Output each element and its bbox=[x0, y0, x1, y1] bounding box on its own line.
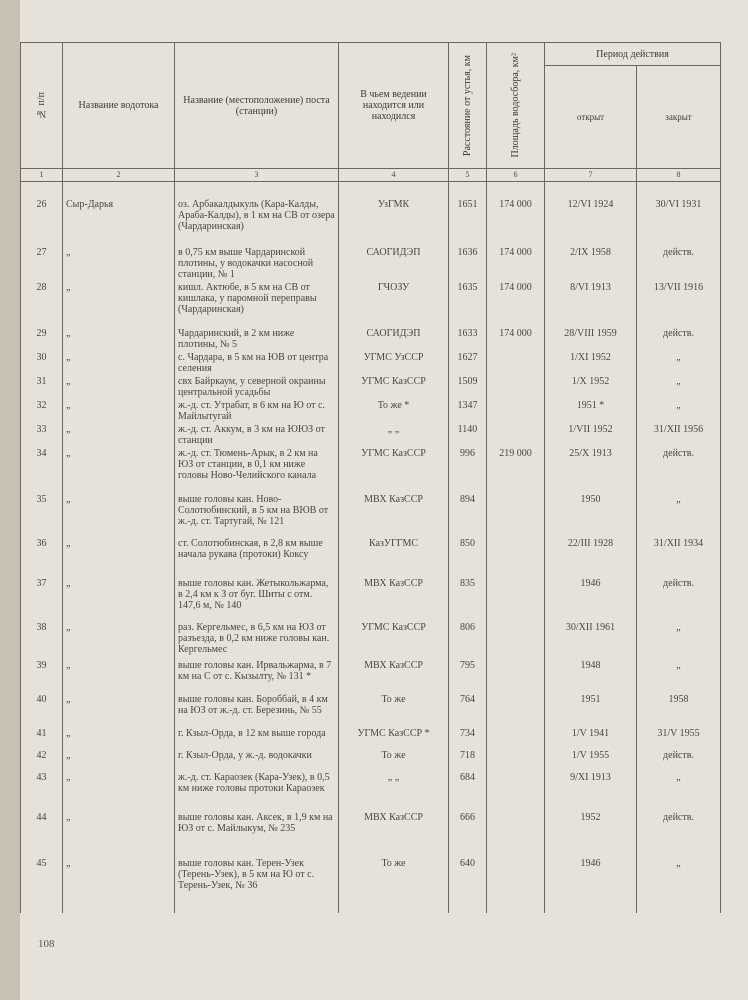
basin-area: 219 000 bbox=[487, 447, 545, 493]
river-name: „ bbox=[63, 749, 175, 771]
table-row bbox=[21, 857, 721, 913]
post-location: выше головы кан. Бороббай, в 4 км на ЮЗ от ж.-д. ст. Березинь, № 55 bbox=[175, 693, 339, 727]
opened-date: 1952 bbox=[545, 811, 637, 857]
distance-km: 850 bbox=[449, 537, 487, 577]
row-number: 36 bbox=[21, 537, 63, 577]
post-location: кишл. Актюбе, в 5 км на СВ от кишлака, у паромной переправы (Чардаринская) bbox=[175, 281, 339, 327]
basin-area bbox=[487, 621, 545, 659]
row-number: 29 bbox=[21, 327, 63, 351]
table-row bbox=[21, 811, 721, 857]
spacer-row bbox=[21, 182, 721, 199]
distance-km: 1636 bbox=[449, 246, 487, 281]
basin-area bbox=[487, 537, 545, 577]
river-name: „ bbox=[63, 375, 175, 399]
row-number: 45 bbox=[21, 857, 63, 913]
distance-km: 684 bbox=[449, 771, 487, 811]
closed-date: „ bbox=[637, 857, 721, 913]
organization: КазУГГМС bbox=[339, 537, 449, 577]
column-numbers-row bbox=[21, 169, 721, 182]
column-number: 2 bbox=[63, 169, 175, 182]
header-closed: закрыт bbox=[637, 66, 721, 169]
row-number: 30 bbox=[21, 351, 63, 375]
opened-date: 1948 bbox=[545, 659, 637, 693]
distance-km: 996 bbox=[449, 447, 487, 493]
opened-date: 1/V 1941 bbox=[545, 727, 637, 749]
river-name: „ bbox=[63, 857, 175, 913]
basin-area bbox=[487, 727, 545, 749]
post-location: ж.-д. ст. Тюмень-Арык, в 2 км на ЮЗ от станции, в 0,1 км ниже головы Ново-Челийского канала bbox=[175, 447, 339, 493]
opened-date: 8/VI 1913 bbox=[545, 281, 637, 327]
organization: УГМС КазССР bbox=[339, 447, 449, 493]
column-number: 6 bbox=[487, 169, 545, 182]
column-number: 7 bbox=[545, 169, 637, 182]
header-distance: Расстояние от устья, км bbox=[449, 43, 487, 169]
column-number: 1 bbox=[21, 169, 63, 182]
organization: МВХ КазССР bbox=[339, 577, 449, 621]
table-body bbox=[21, 169, 721, 914]
distance-km: 1509 bbox=[449, 375, 487, 399]
organization: То же bbox=[339, 693, 449, 727]
opened-date: 30/XII 1961 bbox=[545, 621, 637, 659]
distance-km: 666 bbox=[449, 811, 487, 857]
closed-date: действ. bbox=[637, 246, 721, 281]
table-row bbox=[21, 659, 721, 693]
distance-km: 795 bbox=[449, 659, 487, 693]
opened-date: 1951 bbox=[545, 693, 637, 727]
organization: То же * bbox=[339, 399, 449, 423]
closed-date: 31/XII 1956 bbox=[637, 423, 721, 447]
post-location: раз. Кергельмес, в 6,5 км на ЮЗ от разъезда, в 0,2 км ниже головы кан. Кергельмес bbox=[175, 621, 339, 659]
closed-date: 13/VII 1916 bbox=[637, 281, 721, 327]
closed-date: „ bbox=[637, 399, 721, 423]
row-number: 37 bbox=[21, 577, 63, 621]
closed-date: „ bbox=[637, 351, 721, 375]
post-location: ж.-д. ст. Утрабат, в 6 км на Ю от с. Майлытугай bbox=[175, 399, 339, 423]
table-row bbox=[21, 577, 721, 621]
table-row bbox=[21, 493, 721, 537]
river-name: „ bbox=[63, 246, 175, 281]
distance-km: 894 bbox=[449, 493, 487, 537]
organization: ГЧОЗУ bbox=[339, 281, 449, 327]
opened-date: 1/XI 1952 bbox=[545, 351, 637, 375]
opened-date: 2/IX 1958 bbox=[545, 246, 637, 281]
header-post: Название (местоположение) поста (станции) bbox=[175, 43, 339, 169]
river-name: „ bbox=[63, 281, 175, 327]
basin-area bbox=[487, 811, 545, 857]
post-location: в 0,75 км выше Чардаринской плотины, у водокачки насосной станции, № 1 bbox=[175, 246, 339, 281]
distance-km: 734 bbox=[449, 727, 487, 749]
closed-date: „ bbox=[637, 493, 721, 537]
river-name: „ bbox=[63, 537, 175, 577]
post-location: выше головы кан. Терен-Узек (Терень-Узек), в 5 км на Ю от с. Терень-Узек, № 36 bbox=[175, 857, 339, 913]
opened-date: 22/III 1928 bbox=[545, 537, 637, 577]
river-name: „ bbox=[63, 621, 175, 659]
opened-date: 12/VI 1924 bbox=[545, 198, 637, 246]
river-name: Сыр-Дарья bbox=[63, 198, 175, 246]
closed-date: 31/V 1955 bbox=[637, 727, 721, 749]
opened-date: 1946 bbox=[545, 577, 637, 621]
closed-date: действ. bbox=[637, 749, 721, 771]
table-row bbox=[21, 246, 721, 281]
post-location: выше головы кан. Ново-Солотюбинский, в 5 км на ВЮВ от ж.-д. ст. Тартугай, № 121 bbox=[175, 493, 339, 537]
organization: УГМС КазССР bbox=[339, 375, 449, 399]
table-row bbox=[21, 749, 721, 771]
distance-km: 1627 bbox=[449, 351, 487, 375]
basin-area bbox=[487, 771, 545, 811]
table-row bbox=[21, 771, 721, 811]
distance-km: 835 bbox=[449, 577, 487, 621]
row-number: 43 bbox=[21, 771, 63, 811]
opened-date: 1/V 1955 bbox=[545, 749, 637, 771]
basin-area: 174 000 bbox=[487, 327, 545, 351]
post-location: выше головы кан. Аксек, в 1,9 км на ЮЗ от с. Майлыкум, № 235 bbox=[175, 811, 339, 857]
opened-date: 1950 bbox=[545, 493, 637, 537]
basin-area bbox=[487, 659, 545, 693]
post-location: Чардаринский, в 2 км ниже плотины, № 5 bbox=[175, 327, 339, 351]
closed-date: действ. bbox=[637, 577, 721, 621]
row-number: 39 bbox=[21, 659, 63, 693]
opened-date: 1/X 1952 bbox=[545, 375, 637, 399]
river-name: „ bbox=[63, 771, 175, 811]
table-row bbox=[21, 327, 721, 351]
opened-date: 1/VII 1952 bbox=[545, 423, 637, 447]
post-location: оз. Арбакалдыкуль (Кара-Калды, Араба-Калды), в 1 км на СВ от озера (Чардаринская) bbox=[175, 198, 339, 246]
header-river: Название водотока bbox=[63, 43, 175, 169]
header-period: Период действия bbox=[545, 43, 721, 66]
opened-date: 9/XI 1913 bbox=[545, 771, 637, 811]
organization: То же bbox=[339, 749, 449, 771]
river-name: „ bbox=[63, 423, 175, 447]
post-location: ж.-д. ст. Аккум, в 3 км на ЮЮЗ от станции bbox=[175, 423, 339, 447]
river-name: „ bbox=[63, 351, 175, 375]
distance-km: 1651 bbox=[449, 198, 487, 246]
river-name: „ bbox=[63, 493, 175, 537]
basin-area bbox=[487, 423, 545, 447]
organization: То же bbox=[339, 857, 449, 913]
river-name: „ bbox=[63, 577, 175, 621]
organization: САОГИДЭП bbox=[339, 327, 449, 351]
table-row bbox=[21, 447, 721, 493]
river-name: „ bbox=[63, 811, 175, 857]
table-row bbox=[21, 537, 721, 577]
table-row bbox=[21, 375, 721, 399]
row-number: 42 bbox=[21, 749, 63, 771]
table-row bbox=[21, 727, 721, 749]
post-location: ст. Солотюбинская, в 2,8 км выше начала рукава (протоки) Коксу bbox=[175, 537, 339, 577]
organization: МВХ КазССР bbox=[339, 811, 449, 857]
basin-area: 174 000 bbox=[487, 246, 545, 281]
table-row bbox=[21, 399, 721, 423]
basin-area: 174 000 bbox=[487, 281, 545, 327]
distance-km: 764 bbox=[449, 693, 487, 727]
table-row bbox=[21, 351, 721, 375]
row-number: 38 bbox=[21, 621, 63, 659]
distance-km: 1635 bbox=[449, 281, 487, 327]
basin-area bbox=[487, 375, 545, 399]
row-number: 28 bbox=[21, 281, 63, 327]
header-opened: открыт bbox=[545, 66, 637, 169]
river-name: „ bbox=[63, 447, 175, 493]
basin-area bbox=[487, 399, 545, 423]
post-location: выше головы кан. Жетыкольжарма, в 2,4 км к З от буг. Шиты с отм. 147,6 м, № 140 bbox=[175, 577, 339, 621]
river-name: „ bbox=[63, 693, 175, 727]
row-number: 27 bbox=[21, 246, 63, 281]
table-row bbox=[21, 693, 721, 727]
distance-km: 806 bbox=[449, 621, 487, 659]
post-location: ж.-д. ст. Караозек (Кара-Узек), в 0,5 км ниже головы протоки Караозек bbox=[175, 771, 339, 811]
header-number: № п/п bbox=[21, 43, 63, 169]
river-name: „ bbox=[63, 399, 175, 423]
closed-date: действ. bbox=[637, 447, 721, 493]
table-row bbox=[21, 281, 721, 327]
distance-km: 1633 bbox=[449, 327, 487, 351]
row-number: 32 bbox=[21, 399, 63, 423]
closed-date: „ bbox=[637, 771, 721, 811]
closed-date: 31/XII 1934 bbox=[637, 537, 721, 577]
row-number: 35 bbox=[21, 493, 63, 537]
opened-date: 1946 bbox=[545, 857, 637, 913]
column-number: 4 bbox=[339, 169, 449, 182]
organization: „ „ bbox=[339, 771, 449, 811]
basin-area bbox=[487, 577, 545, 621]
row-number: 41 bbox=[21, 727, 63, 749]
closed-date: „ bbox=[637, 659, 721, 693]
closed-date: „ bbox=[637, 375, 721, 399]
post-location: выше головы кан. Ирвальжарма, в 7 км на С от с. Кызылту, № 131 * bbox=[175, 659, 339, 693]
basin-area: 174 000 bbox=[487, 198, 545, 246]
column-number: 5 bbox=[449, 169, 487, 182]
organization: УГМС УзССР bbox=[339, 351, 449, 375]
organization: УГМС КазССР * bbox=[339, 727, 449, 749]
opened-date: 28/VIII 1959 bbox=[545, 327, 637, 351]
basin-area bbox=[487, 749, 545, 771]
river-name: „ bbox=[63, 659, 175, 693]
basin-area bbox=[487, 493, 545, 537]
column-number: 8 bbox=[637, 169, 721, 182]
column-number: 3 bbox=[175, 169, 339, 182]
closed-date: 30/VI 1931 bbox=[637, 198, 721, 246]
table-row bbox=[21, 423, 721, 447]
post-location: свх Байркаум, у северной окраины центральной усадьбы bbox=[175, 375, 339, 399]
table-row bbox=[21, 621, 721, 659]
table-row bbox=[21, 198, 721, 246]
row-number: 44 bbox=[21, 811, 63, 857]
post-location: с. Чардара, в 5 км на ЮВ от центра селения bbox=[175, 351, 339, 375]
organization: САОГИДЭП bbox=[339, 246, 449, 281]
closed-date: 1958 bbox=[637, 693, 721, 727]
post-location: г. Кзыл-Орда, в 12 км выше города bbox=[175, 727, 339, 749]
hydro-posts-table bbox=[20, 42, 721, 913]
basin-area bbox=[487, 351, 545, 375]
row-number: 33 bbox=[21, 423, 63, 447]
organization: УзГМК bbox=[339, 198, 449, 246]
organization: МВХ КазССР bbox=[339, 493, 449, 537]
opened-date: 25/X 1913 bbox=[545, 447, 637, 493]
river-name: „ bbox=[63, 327, 175, 351]
hydro-posts-table-wrap bbox=[20, 42, 720, 913]
distance-km: 718 bbox=[449, 749, 487, 771]
row-number: 26 bbox=[21, 198, 63, 246]
page-number: 108 bbox=[38, 938, 55, 950]
organization: МВХ КазССР bbox=[339, 659, 449, 693]
post-location: г. Кзыл-Орда, у ж.-д. водокачки bbox=[175, 749, 339, 771]
basin-area bbox=[487, 857, 545, 913]
row-number: 34 bbox=[21, 447, 63, 493]
organization: УГМС КазССР bbox=[339, 621, 449, 659]
row-number: 40 bbox=[21, 693, 63, 727]
closed-date: действ. bbox=[637, 327, 721, 351]
opened-date: 1951 * bbox=[545, 399, 637, 423]
distance-km: 640 bbox=[449, 857, 487, 913]
distance-km: 1347 bbox=[449, 399, 487, 423]
distance-km: 1140 bbox=[449, 423, 487, 447]
closed-date: действ. bbox=[637, 811, 721, 857]
organization: „ „ bbox=[339, 423, 449, 447]
header-area: Площадь водосбора, км² bbox=[487, 43, 545, 169]
river-name: „ bbox=[63, 727, 175, 749]
header-organization: В чьем ведении находится или находился bbox=[339, 43, 449, 169]
row-number: 31 bbox=[21, 375, 63, 399]
closed-date: „ bbox=[637, 621, 721, 659]
basin-area bbox=[487, 693, 545, 727]
